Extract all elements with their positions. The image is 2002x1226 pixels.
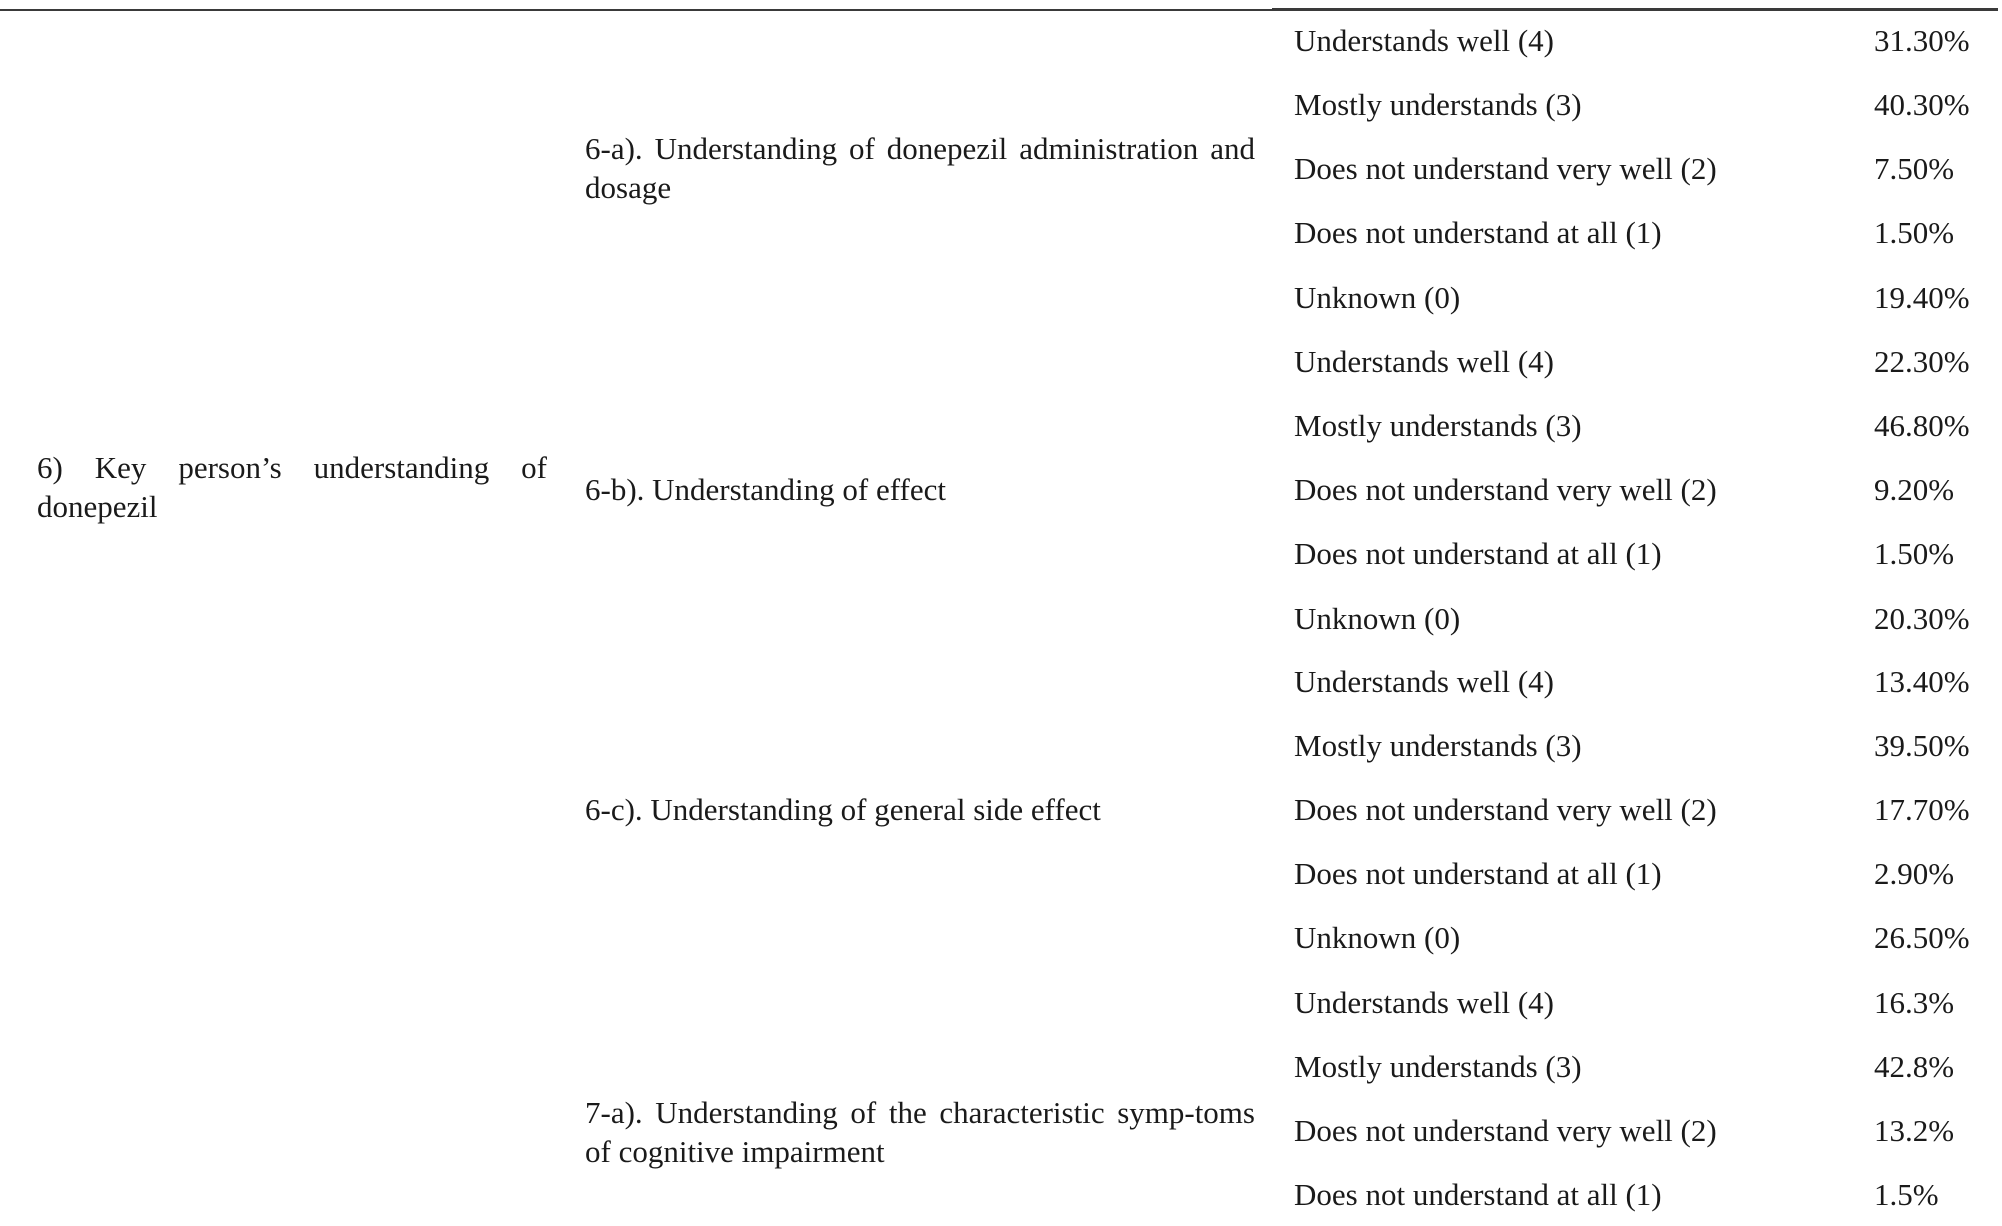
response-value: 16.3%: [1874, 985, 1955, 1020]
table-row: [1294, 726, 1984, 766]
table-row: [1294, 278, 1984, 318]
response-value: 22.30%: [1874, 344, 1970, 379]
table-row: [1294, 918, 1984, 958]
response-value: 20.30%: [1874, 601, 1970, 636]
response-label: Mostly understands (3): [1294, 408, 1582, 443]
table-row: [1294, 1175, 1984, 1215]
table-row: [1294, 534, 1984, 574]
response-value: 40.30%: [1874, 87, 1970, 122]
response-label: Does not understand at all (1): [1294, 536, 1662, 571]
response-label: Mostly understands (3): [1294, 87, 1582, 122]
table-row: [1294, 983, 1984, 1023]
response-label: Does not understand at all (1): [1294, 1177, 1662, 1212]
table-row: [1294, 854, 1984, 894]
response-value: 1.50%: [1874, 215, 1955, 250]
question-label-6b: 6-b). Understanding of effect: [585, 472, 946, 507]
response-label: Understands well (4): [1294, 664, 1554, 699]
response-value: 39.50%: [1874, 728, 1970, 763]
question-label-6c: 6-c). Understanding of general side effect: [585, 792, 1101, 827]
response-label: Does not understand at all (1): [1294, 215, 1662, 250]
table-row: [1294, 406, 1984, 446]
table-row: [1294, 85, 1984, 125]
response-label: Does not understand very well (2): [1294, 472, 1717, 507]
response-label: Mostly understands (3): [1294, 728, 1582, 763]
response-label: Understands well (4): [1294, 23, 1554, 58]
response-value: 19.40%: [1874, 280, 1970, 315]
response-value: 13.40%: [1874, 664, 1970, 699]
response-label: Does not understand at all (1): [1294, 856, 1662, 891]
category-label: 6) Key person’s understanding of donepezil: [37, 450, 547, 524]
response-label: Does not understand very well (2): [1294, 1113, 1717, 1148]
response-value: 46.80%: [1874, 408, 1970, 443]
table-row: [1294, 342, 1984, 382]
response-value: 31.30%: [1874, 23, 1970, 58]
response-value: 7.50%: [1874, 151, 1955, 186]
table-row: [1294, 213, 1984, 253]
table-row: [1294, 149, 1984, 189]
response-label: Unknown (0): [1294, 280, 1461, 315]
response-label: Unknown (0): [1294, 601, 1461, 636]
response-value: 1.5%: [1874, 1177, 1939, 1212]
table-row: [1294, 599, 1984, 639]
response-label: Understands well (4): [1294, 344, 1554, 379]
response-label: Mostly understands (3): [1294, 1049, 1582, 1084]
response-value: 9.20%: [1874, 472, 1955, 507]
table-row: [1294, 790, 1984, 830]
response-label: Unknown (0): [1294, 920, 1461, 955]
question-label-6a: 6-a). Understanding of donepezil administration and dosage: [585, 131, 1255, 205]
response-value: 2.90%: [1874, 856, 1955, 891]
response-value: 1.50%: [1874, 536, 1955, 571]
response-value: 13.2%: [1874, 1113, 1955, 1148]
table-row: [1294, 1047, 1984, 1087]
response-label: Understands well (4): [1294, 985, 1554, 1020]
question-label-7a: 7-a). Understanding of the characteristic symp-toms of cognitive impairment: [585, 1095, 1255, 1169]
response-label: Does not understand very well (2): [1294, 151, 1717, 186]
response-value: 42.8%: [1874, 1049, 1955, 1084]
table-row: [1294, 1111, 1984, 1151]
response-label: Does not understand very well (2): [1294, 792, 1717, 827]
response-column-rule: [1272, 8, 1998, 10]
table-row: [1294, 662, 1984, 702]
response-value: 17.70%: [1874, 792, 1970, 827]
table-row: [1294, 470, 1984, 510]
response-value: 26.50%: [1874, 920, 1970, 955]
table-row: [1294, 21, 1984, 61]
